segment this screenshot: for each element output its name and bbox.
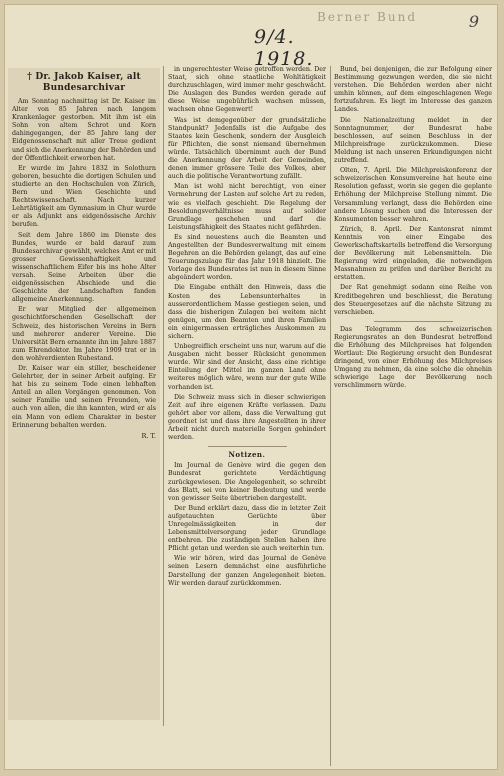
paragraph: Unbegreiflich erscheint uns nur, warum auf die Ausgaben nicht besser Rücksicht genommen wurde. Wir sind der Ansicht, dass eine richtige Einteilung der Mittel im ganzen Land ohne weiteres möglich wäre, wenn nur der gute Wille vorhanden ist. xyxy=(168,343,326,391)
handwritten-date: 9/4. 1918. xyxy=(254,26,314,70)
paragraph: Die Schweiz muss sich in dieser schwierigen Zeit auf ihre eigenen Kräfte verlassen. Dazu gehört aber vor allem, dass die Verwaltung gut geordnet ist und dass ihre Angestellten in ihrer Arbeit nicht durch materielle Sorgen gehindert werden. xyxy=(168,393,326,442)
paragraph: Der Bund erklärt dazu, dass die in letzter Zeit aufgetauchten Gerüchte über Unregelmässigkeiten in der Lebensmittelversorgung jeder Grundlage entbehren. Die zuständigen Stellen haben ihre Pflicht getan und werden sie auch weiterhin tun. xyxy=(168,504,326,553)
paragraph: Die Eingabe enthält den Hinweis, dass die Kosten des Lebensunterhaltes in ausserordentlichem Masse gestiegen seien, und dass die bisherigen Zulagen bei weitem nicht genügen, um den Beamten und ihren Familien ein einigermassen erträgliches Auskommen zu sichern. xyxy=(168,284,326,340)
paragraph: in ungerechtester Weise getroffen werden. Der Staat, sich ohne staatliche Wohltätigkeit durchzuschlagen, wird immer mehr geschwächt. Die Auslagen des Bundes werden gerade auf diese Weise ungebührlich wachsen müssen, wachsen ohne Gegenwert! xyxy=(168,66,326,114)
column-number: 9 xyxy=(468,12,480,31)
obituary-title: † Dr. Jakob Kaiser, alt Bundesarchivar xyxy=(27,72,141,93)
paragraph: Man ist wohl nicht berechtigt, von einer Vermehrung der Lasten auf solche Art zu reden, wie es vielfach geschieht. Die Regelung der Besoldungsverhältnisse muss auf solider Grundlage geschehen und darf die Leistungsfähigkeit des Staates nicht gefährden. xyxy=(168,183,326,231)
paragraph: Er war Mitglied der allgemeinen geschichtforschenden Gesellschaft der Schweiz, des historischen Vereins in Bern und mehrerer anderer Vereine. Die Universität Bern ernannte ihn im Jahre 1887 zum Ehrendoktor. Im Jahre 1909 trat er in den wohlverdienten Ruhestand. xyxy=(12,306,156,362)
paragraph: Im Journal de Genève wird die gegen den Bundesrat gerichtete Verdächtigung zurückgewiesen. Die Angelegenheit, so schreibt das Blatt, sei von keiner Bedeutung und werde von gewisser Seite übertrieben dargestellt. xyxy=(168,462,326,502)
obituary-column xyxy=(8,68,160,720)
paragraph: Am Sonntag nachmittag ist Dr. Kaiser im Alter von 85 Jahren nach langem Krankenlager gestorben. Mit ihm ist ein Sohn von altem Schrot und Korn dahingegangen, der 85 Jahre lang der Eidgenossenschaft mit aller Treue gedient und sich die Anerkennung der Behörden und der Öffentlichkeit erworben hat. xyxy=(12,98,156,162)
paragraph: Wie wir hören, wird das Journal de Genève seinen Lesern demnächst eine ausführliche Darstellung der ganzen Angelegenheit bieten. Wir werden darauf zurückkommen. xyxy=(168,555,326,587)
divider xyxy=(208,446,287,447)
paragraph: Er wurde im Jahre 1832 in Solothurn geboren, besuchte die dortigen Schulen und studierte an den Hochschulen von Zürich, Bern und Wien Geschichte und Rechtswissenschaft. Nach kurzer Lehrtätigkeit am Gymnasium in Chur wurde er als Adjunkt ans eidgenössische Archiv berufen. xyxy=(12,164,156,229)
paragraph: Der Rat genehmigt sodann eine Reihe von Kreditbegehren und beschliesst, die Beratung des Steuergesetzes auf die nächste Sitzung zu verschieben. xyxy=(334,284,492,316)
paragraph: Was ist demgegenüber der grundsätzliche Standpunkt? Jedenfalls ist die Aufgabe des Staates kein Geschenk, sondern der Ausgleich für Pflichten, die sonst niemand übernehmen würde. Tatsächlich übernimmt auch der Bund die Anerkennung der Arbeit der Gemeinden, denen immer grössere Teile des Volkes, aber auch die politische Verantwortung zufällt. xyxy=(168,116,326,181)
paragraph: Zürich, 8. April. Der Kantonsrat nimmt Kenntnis von einer Eingabe des Gewerkschaftskartells betreffend die Versorgung der Bevölkerung mit Lebensmitteln. Die Regierung wird eingeladen, die notwendigen Massnahmen zu prüfen und darüber Bericht zu erstatten. xyxy=(334,225,492,282)
paragraph: Bund, bei denjenigen, die zur Befolgung einer Bestimmung gezwungen werden, die sie nicht verstehen. Die Behörden werden aber nicht umhin können, auf dem eingeschlagenen Wege fortzufahren. Es liegt im Interesse des ganzen Landes. xyxy=(334,66,492,114)
paragraph: Die Nationalzeitung meldet in der Sonntagnummer, der Bundesrat habe beschlossen, auf seinen Beschluss in der Milchpreisfrage zurückzukommen. Diese Meldung ist nach unseren Erkundigungen nicht zutreffend. xyxy=(334,116,492,165)
divider xyxy=(374,321,453,322)
column-rule xyxy=(330,66,331,766)
column-rule xyxy=(163,66,164,726)
masthead: Berner Bund xyxy=(317,10,417,24)
article-column-middle xyxy=(168,66,326,766)
author-signature: R. T. xyxy=(141,431,156,440)
section-title: Notizen. xyxy=(228,450,266,460)
paragraph: Das Telegramm des schweizerischen Regierungsrates an den Bundesrat betreffend die Erhöhung des Milchpreises hat folgenden Wortlaut: Die Regierung ersucht den Bundesrat dringend, von einer Erhöhung des Milchpreises Umgang zu nehmen, da eine solche die ohnehin schwierige Lage der Bevölkerung noch verschlimmern würde. xyxy=(334,325,492,390)
paragraph: Olten, 7. April. Die Milchpreiskonferenz der schweizerischen Konsumvereine hat heute eine Resolution gefasst, worin sie gegen die geplante Erhöhung der Milchpreise Stellung nimmt. Die Versammlung verlangt, dass die Behörden eine andere Lösung suchen und die Interessen der Konsumenten besser wahren. xyxy=(334,167,492,223)
paragraph: Dr. Kaiser war ein stiller, bescheidener Gelehrter, der in seiner Arbeit aufging. Er hat bis zu seinem Tode einen lebhaften Anteil an allen Vorgängen genommen. Von seiner Familie und seinen Freunden, wie auch von allen, die ihn kannten, wird er als ein Mann von edlem Charakter in bester Erinnerung behalten werden. xyxy=(12,365,156,429)
paragraph: Es sind neuestens auch die Beamten und Angestellten der Bundesverwaltung mit einem Begehren an die Behörden gelangt, das auf eine Teuerungszulage für das Jahr 1918 hinzielt. Die Vorlage des Bundesrates ist nun in diesem Sinne abgeändert worden. xyxy=(168,233,326,282)
paragraph: Seit dem Jahre 1860 im Dienste des Bundes, wurde er bald darauf zum Bundesarchivar gewählt, welches Amt er mit grosser Gewissenhaftigkeit und wissenschaftlichem Eifer bis ins hohe Alter versah. Seine Arbeiten über die eidgenössischen Abschiede und die Geschichte der Landschaften fanden allgemeine Anerkennung. xyxy=(12,231,156,304)
article-column-right xyxy=(334,66,492,474)
